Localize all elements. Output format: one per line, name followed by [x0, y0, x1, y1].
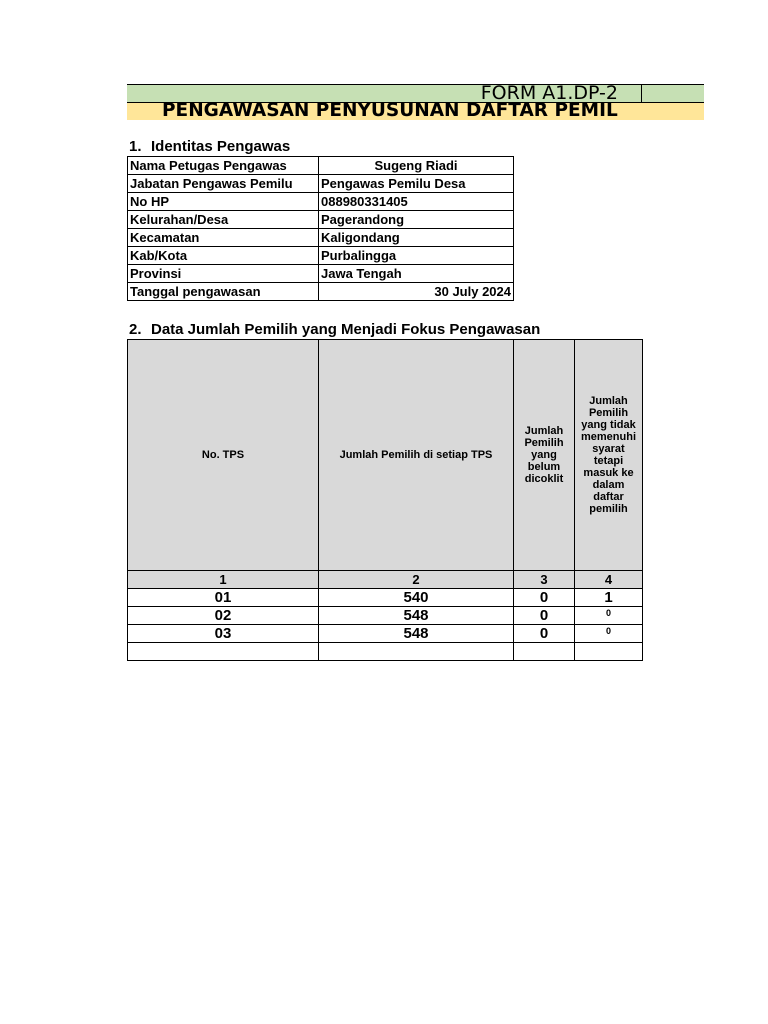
form-code: FORM A1.DP-2 — [480, 84, 618, 102]
identity-row — [128, 247, 514, 265]
identity-value: Pagerandong — [319, 211, 514, 229]
identity-row — [128, 175, 514, 193]
section-2-heading — [129, 321, 540, 338]
header-belum-dicoklit: Jumlah Pemilih yang belum dicoklit — [514, 340, 575, 571]
tps-header-row — [128, 340, 643, 571]
identity-row — [128, 157, 514, 175]
tps-number: 02 — [128, 607, 319, 625]
identity-label: Nama Petugas Pengawas — [128, 157, 319, 175]
identity-value: Sugeng Riadi — [319, 157, 514, 175]
identity-label: Provinsi — [128, 265, 319, 283]
table-row — [128, 607, 643, 625]
section-2-number: 2. — [129, 321, 142, 338]
identity-value: Kaligondang — [319, 229, 514, 247]
empty-cell — [319, 643, 514, 661]
tidak-memenuhi-syarat: 1 — [575, 589, 643, 607]
identity-label: Kelurahan/Desa — [128, 211, 319, 229]
empty-cell — [575, 643, 643, 661]
header-jumlah-pemilih: Jumlah Pemilih di setiap TPS — [319, 340, 514, 571]
jumlah-pemilih: 548 — [319, 625, 514, 643]
column-number: 1 — [128, 571, 319, 589]
form-code-bar — [127, 84, 704, 102]
empty-cell — [128, 643, 319, 661]
header-no-tps: No. TPS — [128, 340, 319, 571]
identity-value: 30 July 2024 — [319, 283, 514, 301]
table-row — [128, 589, 643, 607]
identity-row — [128, 229, 514, 247]
tidak-memenuhi-syarat: 0 — [575, 607, 643, 625]
section-2-title: Data Jumlah Pemilih yang Menjadi Fokus Pengawasan — [151, 321, 541, 338]
empty-row — [128, 643, 643, 661]
belum-dicoklit: 0 — [514, 625, 575, 643]
identity-row — [128, 193, 514, 211]
identity-row — [128, 211, 514, 229]
empty-cell — [514, 643, 575, 661]
column-number: 4 — [575, 571, 643, 589]
column-number-row — [128, 571, 643, 589]
identity-label: No HP — [128, 193, 319, 211]
identity-table — [127, 156, 514, 301]
table-row — [128, 625, 643, 643]
tps-number: 01 — [128, 589, 319, 607]
identity-label: Tanggal pengawasan — [128, 283, 319, 301]
identity-value: Purbalingga — [319, 247, 514, 265]
column-number: 3 — [514, 571, 575, 589]
identity-row — [128, 265, 514, 283]
section-1-heading — [129, 138, 290, 155]
tps-table — [127, 339, 643, 661]
identity-value: 088980331405 — [319, 193, 514, 211]
identity-value: Pengawas Pemilu Desa — [319, 175, 514, 193]
identity-value: Jawa Tengah — [319, 265, 514, 283]
identity-row — [128, 283, 514, 301]
belum-dicoklit: 0 — [514, 589, 575, 607]
jumlah-pemilih: 540 — [319, 589, 514, 607]
form-title-bar — [127, 102, 704, 120]
identity-label: Kecamatan — [128, 229, 319, 247]
section-1-title: Identitas Pengawas — [151, 138, 291, 155]
column-number: 2 — [319, 571, 514, 589]
section-1-number: 1. — [129, 138, 142, 155]
jumlah-pemilih: 548 — [319, 607, 514, 625]
belum-dicoklit: 0 — [514, 607, 575, 625]
identity-label: Kab/Kota — [128, 247, 319, 265]
header-tidak-memenuhi-syarat: Jumlah Pemilih yang tidak memenuhi syarat tetapi masuk ke dalam daftar pemilih — [575, 340, 643, 571]
tidak-memenuhi-syarat: 0 — [575, 625, 643, 643]
tps-number: 03 — [128, 625, 319, 643]
identity-label: Jabatan Pengawas Pemilu — [128, 175, 319, 193]
form-title: PENGAWASAN PENYUSUNAN DAFTAR PEMIL — [162, 102, 618, 120]
